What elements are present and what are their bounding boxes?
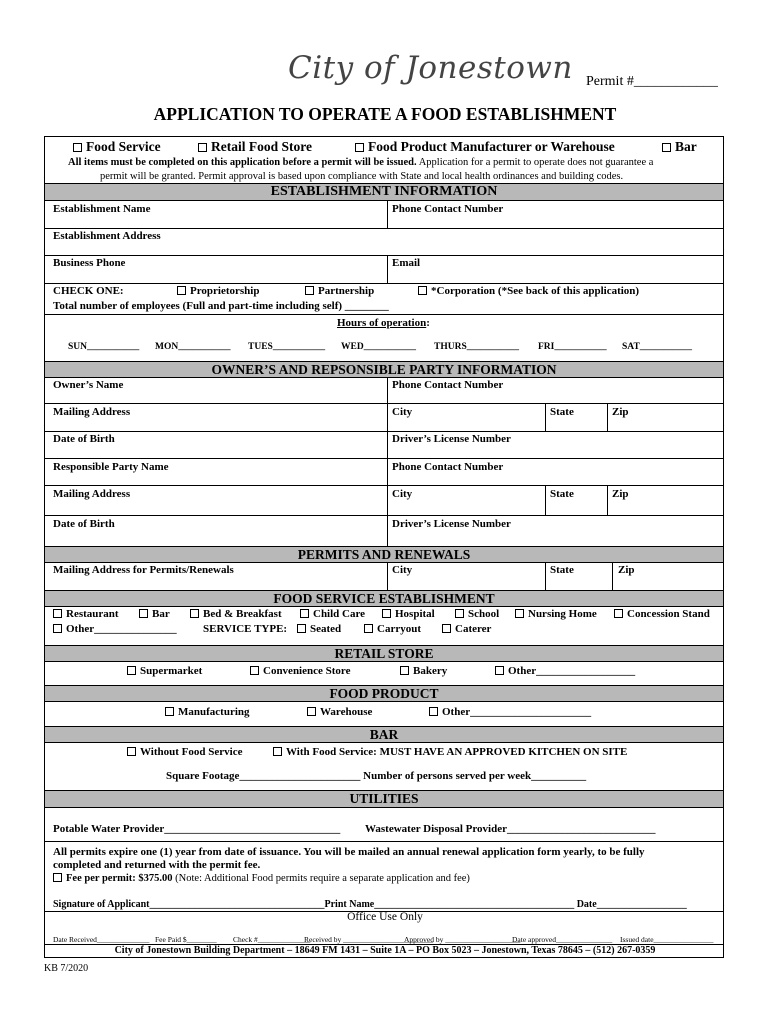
approved-by: Approved by ____________________ bbox=[404, 935, 521, 944]
nursing-home-checkbox[interactable] bbox=[515, 608, 597, 620]
owner-city-field[interactable]: City bbox=[392, 406, 413, 418]
option-label: Other______________________ bbox=[442, 706, 592, 718]
permits-city-field[interactable]: City bbox=[392, 564, 413, 576]
checkbox-icon bbox=[139, 609, 148, 618]
responsible-mailing-field[interactable]: Mailing Address bbox=[53, 488, 131, 500]
food-service-other-checkbox[interactable] bbox=[53, 623, 177, 635]
checkbox-icon bbox=[300, 609, 309, 618]
service-type-label: SERVICE TYPE: bbox=[203, 623, 288, 635]
page-title: APPLICATION TO OPERATE A FOOD ESTABLISHMENT bbox=[153, 104, 617, 124]
responsible-zip-field[interactable]: Zip bbox=[612, 488, 629, 500]
business-phone-field[interactable]: Business Phone bbox=[53, 257, 126, 269]
checkbox-icon bbox=[662, 143, 671, 152]
date-approved: Date approved_______________ bbox=[512, 935, 613, 944]
option-label: School bbox=[468, 608, 500, 620]
check-one-label: CHECK ONE: bbox=[53, 285, 124, 297]
food-service-heading: FOOD SERVICE ESTABLISHMENT bbox=[45, 590, 723, 607]
option-label: Partnership bbox=[318, 285, 375, 297]
corporation-checkbox[interactable] bbox=[418, 285, 639, 297]
responsible-state-field[interactable]: State bbox=[550, 488, 574, 500]
responsible-license-field[interactable]: Driver’s License Number bbox=[392, 518, 511, 530]
day-thurs[interactable]: THURS___________ bbox=[434, 342, 519, 352]
option-label: Child Care bbox=[313, 608, 366, 620]
utilities-heading: UTILITIES bbox=[45, 790, 723, 808]
checkbox-icon bbox=[614, 609, 623, 618]
type-label: Bar bbox=[675, 139, 697, 154]
checkbox-icon bbox=[364, 624, 373, 633]
type-label: Food Service bbox=[86, 139, 161, 154]
checkbox-icon bbox=[127, 747, 136, 756]
issued-date: Issued date________________ bbox=[620, 935, 714, 944]
responsible-city-field[interactable]: City bbox=[392, 488, 413, 500]
carryout-checkbox[interactable] bbox=[364, 623, 421, 635]
school-checkbox[interactable] bbox=[455, 608, 499, 620]
day-wed[interactable]: WED___________ bbox=[341, 342, 416, 352]
child-care-checkbox[interactable] bbox=[300, 608, 365, 620]
proprietorship-checkbox[interactable] bbox=[177, 285, 259, 297]
owner-license-field[interactable]: Driver’s License Number bbox=[392, 433, 511, 445]
checkbox-icon bbox=[305, 286, 314, 295]
concession-checkbox[interactable] bbox=[614, 608, 710, 620]
food-product-heading: FOOD PRODUCT bbox=[45, 685, 723, 702]
option-label: Bar bbox=[152, 608, 170, 620]
retail-other-checkbox[interactable] bbox=[495, 665, 635, 677]
manufacturing-checkbox[interactable] bbox=[165, 706, 250, 718]
option-label: Carryout bbox=[377, 623, 421, 635]
received-by: Received by ________________________ bbox=[304, 935, 434, 944]
water-provider-field[interactable]: Potable Water Provider________________________________ bbox=[53, 823, 341, 835]
owner-zip-field[interactable]: Zip bbox=[612, 406, 629, 418]
responsible-dob-field[interactable]: Date of Birth bbox=[53, 518, 115, 530]
with-food-service-checkbox[interactable] bbox=[273, 746, 627, 758]
option-label: Caterer bbox=[455, 623, 492, 635]
employees-field[interactable]: Total number of employees (Full and part-time including self) ________ bbox=[53, 300, 389, 312]
warehouse-checkbox[interactable] bbox=[307, 706, 372, 718]
option-label: Convenience Store bbox=[263, 665, 351, 677]
intro-bold: All items must be completed on this application before a permit will be issued. bbox=[68, 157, 417, 168]
option-label: Proprietorship bbox=[190, 285, 260, 297]
responsible-name-field[interactable]: Responsible Party Name bbox=[53, 461, 169, 473]
seated-checkbox[interactable] bbox=[297, 623, 341, 635]
without-food-service-checkbox[interactable] bbox=[127, 746, 242, 758]
checkbox-icon bbox=[53, 624, 62, 633]
type-label: Food Product Manufacturer or Warehouse bbox=[368, 139, 615, 154]
day-sat[interactable]: SAT___________ bbox=[622, 342, 693, 352]
hospital-checkbox[interactable] bbox=[382, 608, 435, 620]
food-product-other-checkbox[interactable] bbox=[429, 706, 591, 718]
owner-phone-field[interactable]: Phone Contact Number bbox=[392, 379, 504, 391]
email-field[interactable]: Email bbox=[392, 257, 421, 269]
owner-name-field[interactable]: Owner’s Name bbox=[53, 379, 124, 391]
option-label: Manufacturing bbox=[178, 706, 250, 718]
type-food-service-checkbox[interactable] bbox=[73, 139, 161, 155]
checkbox-icon bbox=[198, 143, 207, 152]
option-label: *Corporation (*See back of this application) bbox=[431, 285, 640, 297]
bnb-checkbox[interactable] bbox=[190, 608, 282, 620]
checkbox-icon bbox=[418, 286, 427, 295]
office-use-label: Office Use Only bbox=[347, 911, 423, 923]
bar-checkbox[interactable] bbox=[139, 608, 170, 620]
establishment-heading: ESTABLISHMENT INFORMATION bbox=[45, 183, 723, 201]
type-manufacturer-checkbox[interactable] bbox=[355, 139, 615, 155]
option-label: Warehouse bbox=[320, 706, 373, 718]
square-footage-field[interactable]: Square Footage______________________ Number of persons served per week__________ bbox=[166, 770, 587, 782]
option-label: Other_______________ bbox=[66, 623, 177, 635]
city-logo: City of Jonestown bbox=[288, 50, 573, 86]
retail-heading: RETAIL STORE bbox=[45, 645, 723, 662]
wastewater-provider-field[interactable]: Wastewater Disposal Provider___________________________ bbox=[365, 823, 656, 835]
type-bar-checkbox[interactable] bbox=[662, 139, 697, 155]
checkbox-icon bbox=[73, 143, 82, 152]
bakery-checkbox[interactable] bbox=[400, 665, 447, 677]
day-fri[interactable]: FRI___________ bbox=[538, 342, 607, 352]
revision-code: KB 7/2020 bbox=[44, 963, 89, 974]
partnership-checkbox[interactable] bbox=[305, 285, 374, 297]
checkbox-icon bbox=[297, 624, 306, 633]
option-label: Nursing Home bbox=[528, 608, 597, 620]
phone-contact-field[interactable]: Phone Contact Number bbox=[392, 203, 504, 215]
fee-checkbox[interactable] bbox=[53, 873, 470, 884]
owner-heading: OWNER’S AND REPSONSIBLE PARTY INFORMATION bbox=[45, 361, 723, 378]
checkbox-icon bbox=[382, 609, 391, 618]
intro-rest: Application for a permit to operate does not guarantee a bbox=[418, 157, 654, 168]
intro-line-1 bbox=[68, 157, 653, 168]
type-retail-checkbox[interactable] bbox=[198, 139, 312, 155]
option-label: Hospital bbox=[395, 608, 435, 620]
checkbox-icon bbox=[165, 707, 174, 716]
option-label: Supermarket bbox=[140, 665, 203, 677]
hours-colon: : bbox=[426, 317, 430, 329]
option-label: Other__________________ bbox=[508, 665, 636, 677]
owner-state-field[interactable]: State bbox=[550, 406, 574, 418]
checkbox-icon bbox=[355, 143, 364, 152]
hours-label: Hours of operation bbox=[337, 317, 427, 329]
supermarket-checkbox[interactable] bbox=[127, 665, 202, 677]
checkbox-icon bbox=[177, 286, 186, 295]
type-label: Retail Food Store bbox=[211, 139, 312, 154]
checkbox-icon bbox=[400, 666, 409, 675]
option-label: Without Food Service bbox=[140, 746, 243, 758]
option-label: Concession Stand bbox=[627, 608, 710, 620]
option-label: Bed & Breakfast bbox=[203, 608, 282, 620]
option-label: With Food Service: MUST HAVE AN APPROVED KITCHEN ON SITE bbox=[286, 746, 628, 758]
establishment-address-field[interactable]: Establishment Address bbox=[53, 230, 161, 242]
option-label: Seated bbox=[310, 623, 342, 635]
responsible-phone-field[interactable]: Phone Contact Number bbox=[392, 461, 504, 473]
option-label: Restaurant bbox=[66, 608, 119, 620]
checkbox-icon bbox=[190, 609, 199, 618]
permit-number-field[interactable]: Permit #____________ bbox=[586, 74, 718, 89]
fee-paid: Fee Paid $________ bbox=[155, 935, 217, 944]
checkbox-icon bbox=[53, 873, 62, 882]
restaurant-checkbox[interactable] bbox=[53, 608, 119, 620]
checkbox-icon bbox=[307, 707, 316, 716]
checkbox-icon bbox=[429, 707, 438, 716]
option-label: Bakery bbox=[413, 665, 448, 677]
permits-state-field[interactable]: State bbox=[550, 564, 574, 576]
permits-mailing-field[interactable]: Mailing Address for Permits/Renewals bbox=[53, 564, 234, 576]
convenience-checkbox[interactable] bbox=[250, 665, 350, 677]
checkbox-icon bbox=[442, 624, 451, 633]
expire-note-1: All permits expire one (1) year from date of issuance. You will be mailed an annual renewal application form yearly, to be fully bbox=[53, 846, 645, 858]
checkbox-icon bbox=[455, 609, 464, 618]
owner-mailing-field[interactable]: Mailing Address bbox=[53, 406, 131, 418]
day-tues[interactable]: TUES___________ bbox=[248, 342, 326, 352]
expire-note-2: completed and returned with the permit fee. bbox=[53, 859, 261, 871]
bar-heading: BAR bbox=[45, 726, 723, 743]
hours-of-operation-label bbox=[337, 317, 430, 329]
checkbox-icon bbox=[495, 666, 504, 675]
checkbox-icon bbox=[127, 666, 136, 675]
check-number: Check #______________ bbox=[233, 935, 311, 944]
checkbox-icon bbox=[515, 609, 524, 618]
permits-zip-field[interactable]: Zip bbox=[618, 564, 635, 576]
signature-line[interactable]: Signature of Applicant___________________________________Print Name________________________________________ Date__________________ bbox=[53, 899, 687, 910]
fee-note: (Note: Additional Food permits require a separate application and fee) bbox=[175, 873, 470, 884]
department-address: City of Jonestown Building Department – 18649 FM 1431 – Suite 1A – PO Box 5023 – Jonestown, Texas 78645 – (512) 267-0359 bbox=[114, 945, 656, 956]
intro-line-2: permit will be granted. Permit approval is based upon compliance with State and local health ordinances and building codes. bbox=[100, 171, 624, 182]
permits-heading: PERMITS AND RENEWALS bbox=[45, 546, 723, 563]
date-received: Date Received______________ bbox=[53, 935, 150, 944]
caterer-checkbox[interactable] bbox=[442, 623, 491, 635]
day-sun[interactable]: SUN___________ bbox=[68, 342, 140, 352]
establishment-name-field[interactable]: Establishment Name bbox=[53, 203, 151, 215]
checkbox-icon bbox=[273, 747, 282, 756]
checkbox-icon bbox=[250, 666, 259, 675]
fee-label: Fee per permit: $375.00 bbox=[66, 873, 173, 884]
checkbox-icon bbox=[53, 609, 62, 618]
owner-dob-field[interactable]: Date of Birth bbox=[53, 433, 115, 445]
day-mon[interactable]: MON___________ bbox=[155, 342, 231, 352]
